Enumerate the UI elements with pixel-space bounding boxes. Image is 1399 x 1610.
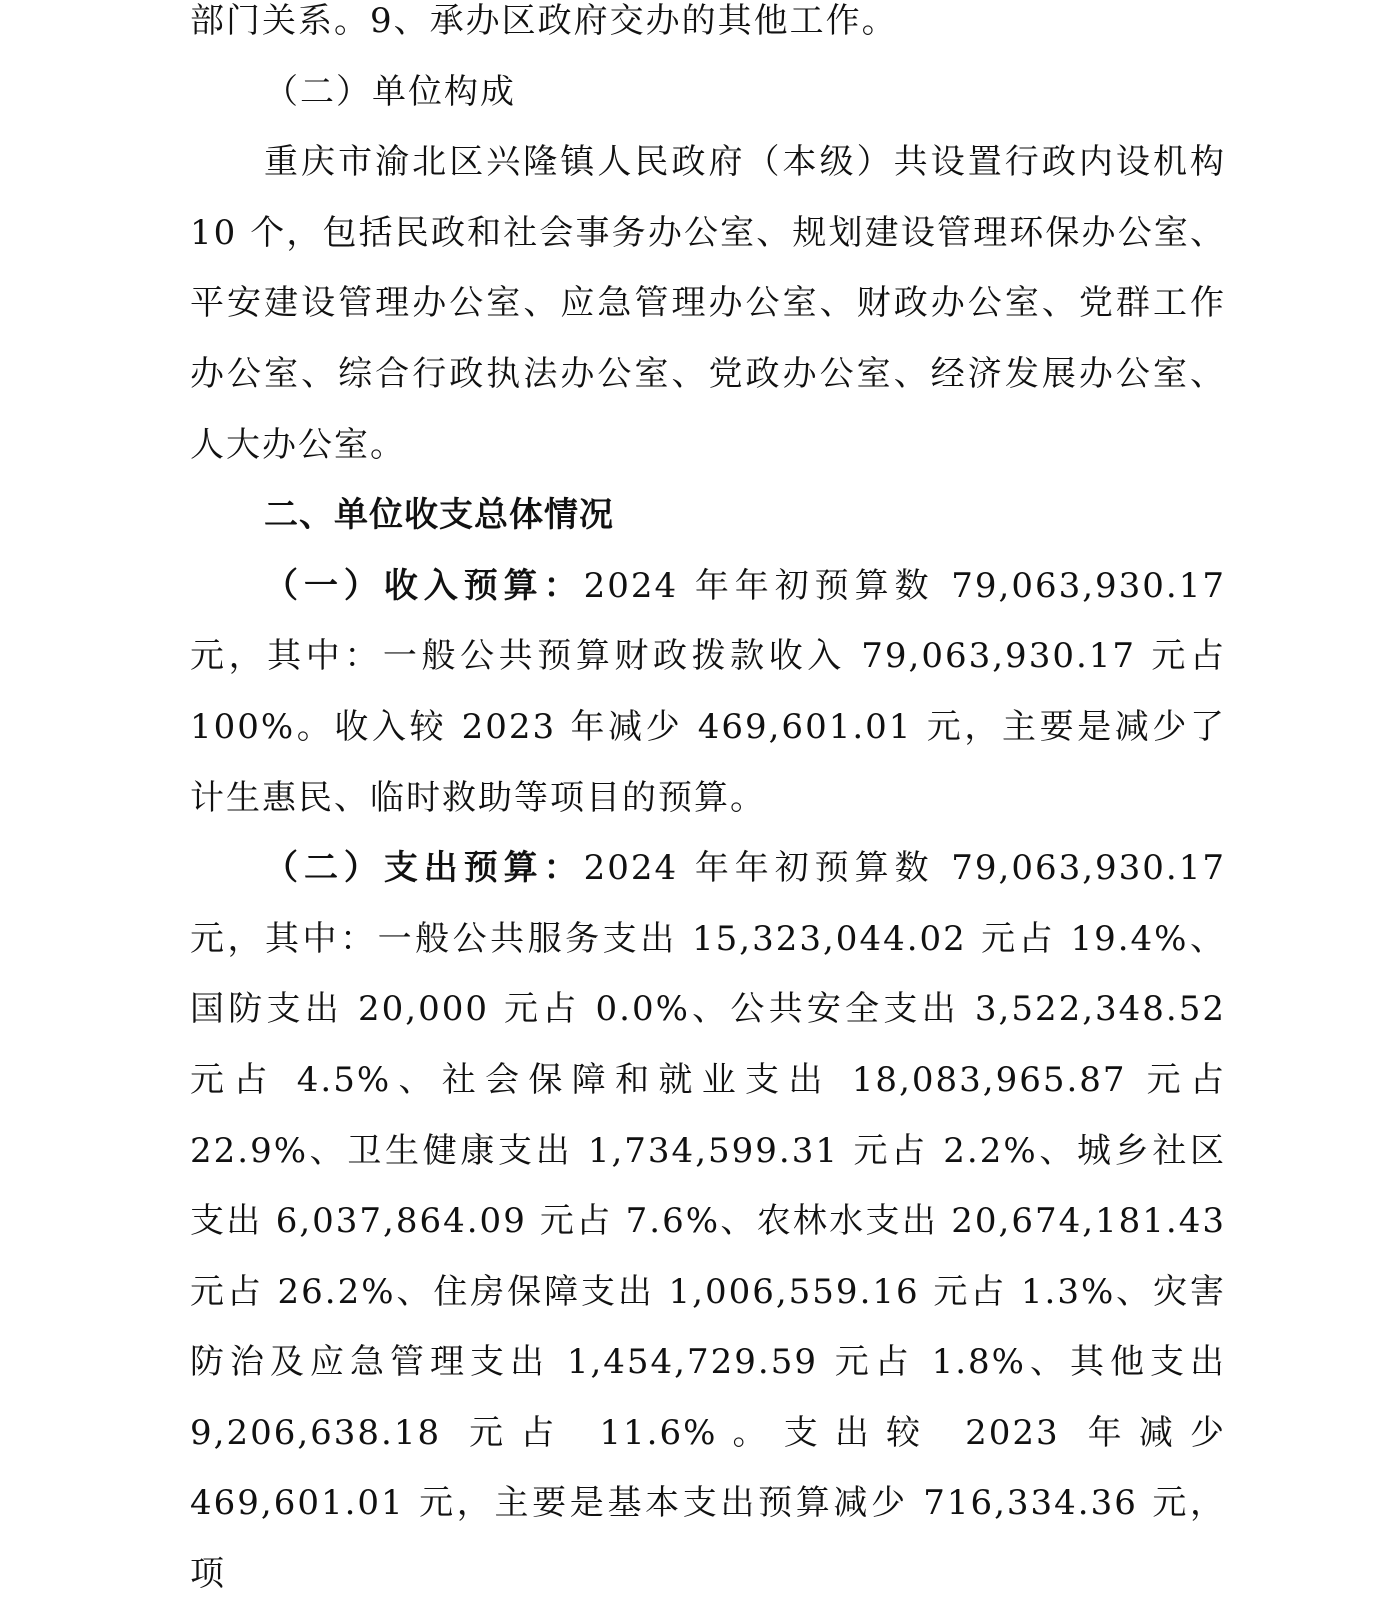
- paragraph-income-budget: [190, 551, 1226, 833]
- income-budget-label: （一）收入预算：: [264, 565, 584, 606]
- paragraph-continuation: 部门关系。9、承办区政府交办的其他工作。: [190, 1, 898, 41]
- expenditure-budget-label: （二）支出预算：: [264, 848, 584, 889]
- paragraph-unit-composition: 重庆市渝北区兴隆镇人民政府（本级）共设置行政内设机构 10 个，包括民政和社会事务办公室、规划建设管理环保办公室、平安建设管理办公室、应急管理办公室、财政办公室、党群工作办公室、综合行政执法办公室、党政办公室、经济发展办公室、人大办公室。: [190, 142, 1226, 465]
- paragraph-expenditure-budget: [190, 833, 1226, 1610]
- expenditure-budget-text: 2024 年年初预算数 79,063,930.17 元，其中：一般公共服务支出 15,323,044.02 元占 19.4%、国防支出 20,000 元占 0.0%、公共安全支出 3,522,348.52 元占 4.5%、社会保障和就业支出 18,083,965.87 元占 22.9%、卫生健康支出 1,734,599.31 元占 2.2%、城乡社区支出 6,037,864.09 元占 7.6%、农林水支出 20,674,181.43 元占 26.2%、住房保障支出 1,006,559.16 元占 1.3%、灾害防治及应急管理支出 1,454,729.59 元占 1.8%、其他支出 9,206,638.18 元占 11.6%。支出较 2023 年减少 469,601.01 元，主要是基本支出预算减少 716,334.36 元，项: [190, 848, 1227, 1595]
- document-body: [190, 0, 1226, 1610]
- section-heading-income-expenditure: 二、单位收支总体情况: [264, 495, 614, 536]
- section-heading-unit-composition: （二）单位构成: [264, 71, 516, 112]
- income-budget-text: 2024 年年初预算数 79,063,930.17 元，其中：一般公共预算财政拨款收入 79,063,930.17 元占 100%。收入较 2023 年减少 469,601.01 元，主要是减少了计生惠民、临时救助等项目的预算。: [190, 565, 1227, 818]
